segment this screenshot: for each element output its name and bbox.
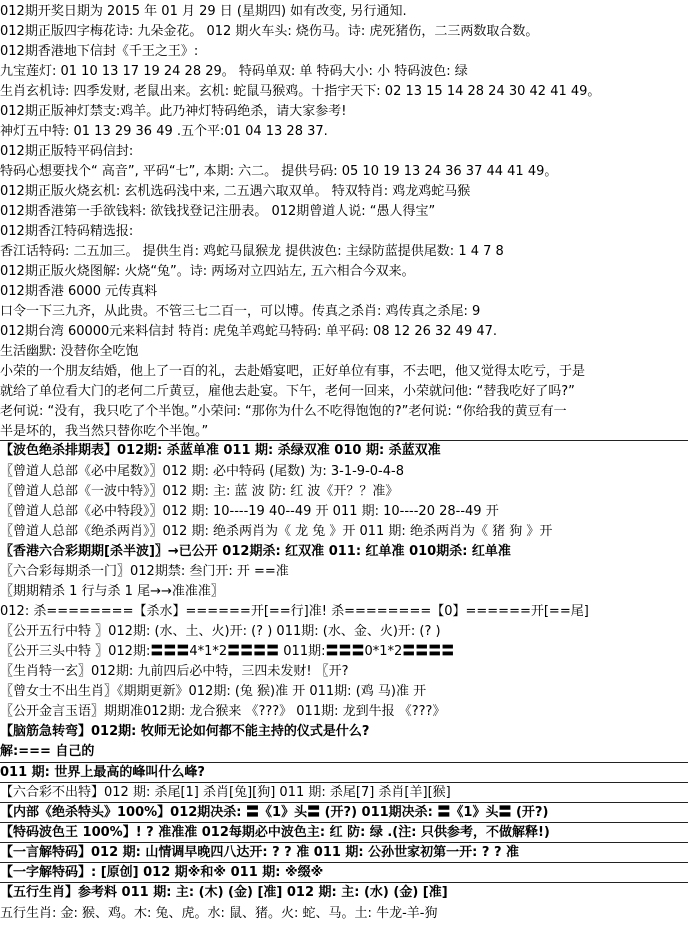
text-line: 〖生肖特一玄〗012期: 九前四后必中特，三四未发财! 〖开?: [0, 664, 349, 679]
text-line: 012期香港 6000 元传真料: [0, 284, 158, 299]
text-line: 012期台湾 60000元来料信封 特肖: 虎兔羊鸡蛇马特码: 单平码: 08 12 26 32 49 47.: [0, 324, 498, 339]
text-line: 解:=== 自己的: [0, 744, 95, 759]
text-line: 〖公开三头中特 〗012期:〓〓〓4*1*2〓〓〓〓 011期:〓〓〓0*1*2〓〓〓〓: [0, 644, 455, 659]
text-line: 【脑筋急转弯】012期: 牧师无论如何都不能主持的仪式是什么?: [0, 724, 370, 739]
text-line: 012期正版火烧玄机: 玄机选码浅中来, 二五遇六取双单。 特双特肖: 鸡龙鸡蛇马猴: [0, 184, 471, 199]
text-line: 【一言解特码】012 期: 山情调早晚四八达开: ? ? 准 011 期: 公孙世家初第一开: ? ? 准: [0, 842, 688, 863]
text-line: 012期香港第一手欲钱料: 欲钱找登记注册表。 012期曾道人说: “愚人得宝”: [0, 204, 436, 219]
text-line: 生活幽默: 没替你全吃饱: [0, 344, 139, 359]
text-line: 神灯五中特: 01 13 29 36 49 .五个平:01 04 13 28 37.: [0, 124, 328, 139]
text-line: 香江话特码: 二五加三。 提供生肖: 鸡蛇马鼠猴龙 提供波色: 主绿防蓝提供尾数: 1 4 7 8: [0, 244, 504, 259]
text-line: 012期香江特码精选报:: [0, 224, 134, 239]
text-line: 〖六合彩每期杀一门〗012期禁: 叁门开: 开 ==准: [0, 564, 289, 579]
text-line: 口令一下三九齐，从此贵。不管三七二百一，可以博。传真之杀肖: 鸡传真之杀尾: 9: [0, 304, 481, 319]
text-line: 【波色绝杀排期表】012期: 杀蓝单准 011 期: 杀绿双准 010 期: 杀蓝双准: [0, 440, 688, 461]
text-line: 012期正版四字梅花诗: 九朵金花。 012 期火车头: 烧伤马。诗: 虎死猪伤，二三两数取合数。: [0, 24, 539, 39]
text-line: 〖曾女士不出生肖〗《期期更新》012期: (兔 猴)准 开 011期: (鸡 马)准 开: [0, 684, 427, 699]
text-line: 〖香港六合彩期期[杀半波]〗→已公开 012期杀: 红双准 011: 红单准 010期杀: 红单准: [0, 544, 511, 559]
text-line: 〖曾道人总部《必中特段》〗012 期: 10----19 40--49 开 011 期: 10----20 28--49 开: [0, 504, 499, 519]
text-line: 生肖玄机诗: 四季发财, 老鼠出来。玄机: 蛇鼠马猴鸡。十指宇天下: 02 13 15 14 28 24 30 42 41 49。: [0, 84, 601, 99]
text-line: 【一字解特码】: [原创] 012 期※和※ 011 期: ※缀※: [0, 862, 688, 883]
text-line: 老何说: “没有，我只吃了个半饱。”小荣问: “那你为什么不吃得饱饱的?”老何说: “你给我的黄豆有一: [0, 404, 567, 419]
text-line: 小荣的一个朋友结婚，他上了一百的礼，去赴婚宴吧，正好单位有事，不去吧，他又觉得太吃亏，于是: [0, 364, 586, 379]
text-line: 012期香港地下信封《千王之王》:: [0, 44, 199, 59]
text-line: 012: 杀========【杀水】======开[==行]准! 杀========【0】======开[==尾]: [0, 604, 589, 619]
text-line: 012期开奖日期为 2015 年 01 月 29 日 (星期四) 如有改变, 另行通知.: [0, 4, 407, 19]
text-line: 特码心想要找个“ 高音”, 平码“七”, 本期: 六二。 提供号码: 05 10 19 13 24 36 37 44 41 49。: [0, 164, 558, 179]
text-line: 〖公开金言玉语〗期期准012期: 龙合猴来 《???》 011期: 龙到牛报 《???》: [0, 704, 446, 719]
text-line: 【五行生肖】参考料 011 期: 主: (木) (金) [准] 012 期: 主: (水) (金) [准]: [0, 882, 688, 903]
text-line: 就给了单位看大门的老何二斤黄豆，雇他去赴宴。下午，老何一回来，小荣就问他: “替我吃好了吗?”: [0, 384, 575, 399]
text-line: 〖期期精杀 1 行与杀 1 尾→→准准准〗: [0, 584, 224, 599]
text-line: 011 期: 世界上最高的峰叫什么峰?: [0, 762, 688, 783]
text-line: 半是坏的，我当然只替你吃个半饱。”: [0, 424, 209, 439]
text-line: 012期正版特平码信封:: [0, 144, 134, 159]
text-line: 【六合彩不出特】012 期: 杀尾[1] 杀肖[兔][狗] 011 期: 杀尾[7] 杀肖[羊][猴]: [0, 782, 688, 803]
text-line: 【特码波色王 100%】! ? 准准准 012每期必中波色主: 红 防: 绿 .(注: 只供参考，不做解释!): [0, 822, 688, 843]
text-line: 〖曾道人总部《必中尾数》〗012 期: 必中特码 (尾数) 为: 3-1-9-0-4-8: [0, 464, 404, 479]
text-line: 012期正版火烧图解: 火烧“兔”。诗: 两场对立四站左, 五六相合今双来。: [0, 264, 415, 279]
text-line: 〖曾道人总部《一波中特》〗012 期: 主: 蓝 波 防: 红 波《开？？准》: [0, 484, 399, 499]
text-line: 九宝莲灯: 01 10 13 17 19 24 28 29。 特码单双: 单 特码大小: 小 特码波色: 绿: [0, 64, 468, 79]
text-line: 012期正版神灯禁支:鸡羊。此乃神灯特码绝杀，请大家参考!: [0, 104, 347, 119]
text-line: 五行生肖: 金: 猴、鸡。木: 兔、虎。水: 鼠、猪。火: 蛇、马。土: 牛龙-羊-狗: [0, 906, 438, 921]
text-line: 〖曾道人总部《绝杀两肖》〗012 期: 绝杀两肖为《 龙 兔 》开 011 期: 绝杀两肖为《 猪 狗 》开: [0, 524, 553, 539]
text-line: 【内部《绝杀特头》100%】012期决杀: 〓《1》头〓 (开?) 011期决杀: 〓《1》头〓 (开?): [0, 802, 688, 823]
text-line: 〖公开五行中特 〗012期: (水、土、火)开: (? ) 011期: (水、金、火)开: (? ): [0, 624, 441, 639]
